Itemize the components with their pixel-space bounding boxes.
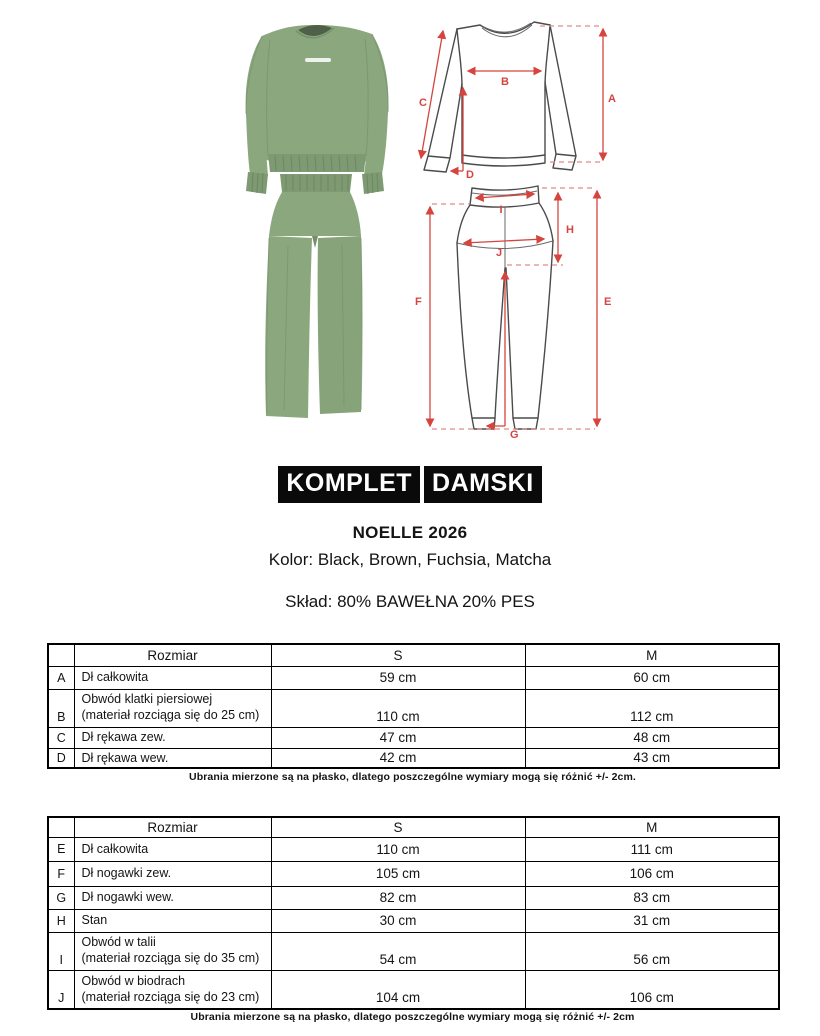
dimension-B bbox=[468, 71, 541, 88]
measurement-label: Dł nogawki wew. bbox=[74, 886, 271, 909]
color-options-line: Kolor: Black, Brown, Fuchsia, Matcha bbox=[268, 550, 552, 569]
value-m: 31 cm bbox=[525, 909, 779, 932]
row-letter: H bbox=[48, 909, 74, 932]
row-letter: E bbox=[48, 837, 74, 861]
value-m: 83 cm bbox=[525, 886, 779, 909]
page-title bbox=[0, 466, 820, 503]
table-row bbox=[48, 689, 779, 727]
row-letter: G bbox=[48, 886, 74, 909]
value-m: 56 cm bbox=[525, 932, 779, 970]
value-s: 30 cm bbox=[271, 909, 525, 932]
table-row bbox=[48, 932, 779, 970]
dim-label-H: H bbox=[566, 224, 574, 236]
table-row bbox=[48, 727, 779, 748]
pants-size-table bbox=[47, 816, 778, 1010]
col-header-s: S bbox=[271, 644, 525, 666]
row-letter: A bbox=[48, 666, 74, 689]
value-s: 110 cm bbox=[271, 689, 525, 727]
pants-diagram bbox=[413, 183, 620, 441]
value-s: 110 cm bbox=[271, 837, 525, 861]
corner-cell bbox=[48, 644, 74, 666]
dim-label-D: D bbox=[466, 169, 474, 181]
table-header-row bbox=[48, 644, 779, 666]
dim-label-G: G bbox=[510, 429, 519, 441]
table-row bbox=[48, 970, 779, 1009]
value-m: 112 cm bbox=[525, 689, 779, 727]
dim-label-E: E bbox=[604, 296, 612, 308]
sweatshirt-size-table bbox=[47, 643, 778, 769]
value-s: 104 cm bbox=[271, 970, 525, 1009]
dim-label-I: I bbox=[499, 204, 503, 216]
measurement-note-top: Ubrania mierzone są na płasko, dlatego poszczególne wymiary mogą się różnić +/- 2cm. bbox=[189, 771, 636, 783]
measurement-label-line1: Obwód w talii bbox=[81, 935, 156, 949]
dim-label-J: J bbox=[495, 247, 503, 259]
title-highlight-komplet: KOMPLET bbox=[278, 466, 420, 503]
row-letter: F bbox=[48, 861, 74, 886]
table-row bbox=[48, 748, 779, 768]
product-photo bbox=[222, 14, 407, 439]
chest-logo bbox=[305, 58, 331, 62]
col-header-rozmiar: Rozmiar bbox=[74, 644, 271, 666]
measurement-label-line2: (materiał rozciąga się do 23 cm) bbox=[81, 989, 260, 1004]
corner-cell bbox=[48, 817, 74, 837]
col-header-s: S bbox=[271, 817, 525, 837]
dim-label-C: C bbox=[419, 97, 427, 109]
model-name: NOELLE 2026 bbox=[352, 523, 468, 542]
row-letter: I bbox=[48, 932, 74, 970]
dim-label-B: B bbox=[501, 76, 509, 88]
col-header-m: M bbox=[525, 817, 779, 837]
measurement-label: Dł całkowita bbox=[74, 666, 271, 689]
dim-label-A: A bbox=[608, 93, 616, 105]
col-header-rozmiar: Rozmiar bbox=[74, 817, 271, 837]
dim-label-F: F bbox=[415, 296, 422, 308]
value-s: 47 cm bbox=[271, 727, 525, 748]
measurement-label: Dł nogawki zew. bbox=[74, 861, 271, 886]
measurement-label: Stan bbox=[74, 909, 271, 932]
measurement-note-bottom: Ubrania mierzone są na płasko, dlatego poszczególne wymiary mogą się różnić +/- 2cm bbox=[190, 1011, 635, 1023]
value-m: 111 cm bbox=[525, 837, 779, 861]
sweatshirt-outline bbox=[424, 22, 576, 172]
measurement-label-line1: Obwód klatki piersiowej bbox=[81, 692, 213, 706]
measurement-label: Dł rękawa zew. bbox=[74, 727, 271, 748]
table-row bbox=[48, 909, 779, 932]
row-letter: J bbox=[48, 970, 74, 1009]
dimension-A bbox=[540, 26, 616, 162]
table-row bbox=[48, 886, 779, 909]
value-s: 82 cm bbox=[271, 886, 525, 909]
row-letter: B bbox=[48, 689, 74, 727]
sweatshirt-photo bbox=[246, 25, 389, 194]
measurement-label bbox=[74, 689, 271, 727]
table-row bbox=[48, 666, 779, 689]
measurement-label-line2: (materiał rozciąga się do 35 cm) bbox=[81, 951, 260, 966]
dimension-C bbox=[419, 31, 443, 158]
measurement-label bbox=[74, 970, 271, 1009]
value-m: 48 cm bbox=[525, 727, 779, 748]
row-letter: D bbox=[48, 748, 74, 768]
measurement-label: Dł całkowita bbox=[74, 837, 271, 861]
value-m: 60 cm bbox=[525, 666, 779, 689]
value-s: 54 cm bbox=[271, 932, 525, 970]
value-s: 105 cm bbox=[271, 861, 525, 886]
value-s: 42 cm bbox=[271, 748, 525, 768]
sweatshirt-diagram bbox=[418, 12, 618, 184]
measurement-label-line2: (materiał rozciąga się do 25 cm) bbox=[81, 708, 260, 723]
measurement-label bbox=[74, 932, 271, 970]
dimension-E bbox=[542, 188, 611, 426]
row-letter: C bbox=[48, 727, 74, 748]
table-row bbox=[48, 837, 779, 861]
measurement-label-line1: Obwód w biodrach bbox=[81, 973, 186, 988]
measurement-label: Dł rękawa wew. bbox=[74, 748, 271, 768]
value-s: 59 cm bbox=[271, 666, 525, 689]
title-highlight-damski: DAMSKI bbox=[424, 466, 542, 503]
col-header-m: M bbox=[525, 644, 779, 666]
composition-line: Skład: 80% BAWEŁNA 20% PES bbox=[285, 592, 535, 611]
value-m: 106 cm bbox=[525, 861, 779, 886]
pants-photo bbox=[265, 174, 362, 418]
dimension-H bbox=[507, 193, 574, 265]
table-row bbox=[48, 861, 779, 886]
table-header-row bbox=[48, 817, 779, 837]
value-m: 43 cm bbox=[525, 748, 779, 768]
value-m: 106 cm bbox=[525, 970, 779, 1009]
